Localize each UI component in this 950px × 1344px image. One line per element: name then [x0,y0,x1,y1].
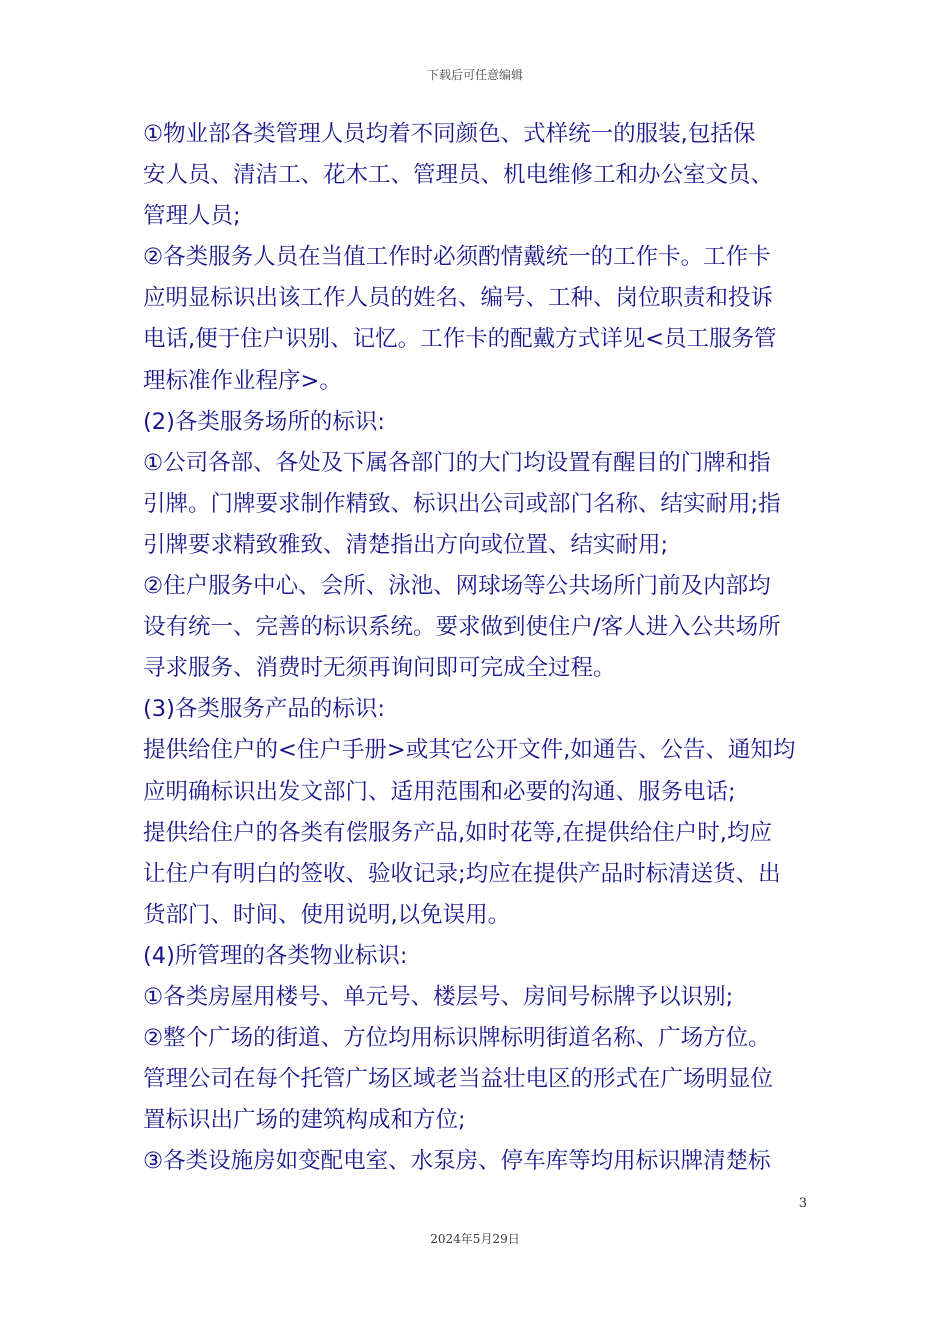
body-line: 寻求服务、消费时无须再询问即可完成全过程。 [143,655,616,682]
body-line: ②整个广场的街道、方位均用标识牌标明街道名称、广场方位。 [143,1025,771,1052]
page-footer-date: 2024年5月29日 [430,1232,520,1246]
body-line: 提供给住户的<住户手册>或其它公开文件,如通告、公告、通知均 [143,737,796,764]
body-line: 提供给住户的各类有偿服务产品,如时花等,在提供给住户时,均应 [143,819,772,846]
body-line: ①公司各部、各处及下属各部门的大门均设置有醒目的门牌和指 [143,449,771,476]
section-heading: (2)各类服务场所的标识: [143,408,385,435]
page-header: 下载后可任意编辑 [426,68,523,82]
document-body [143,114,808,1182]
body-line: 让住户有明白的签收、验收记录;均应在提供产品时标清送货、出 [143,860,781,887]
body-line: 管理公司在每个托管广场区域老当益壮电区的形式在广场明显位 [143,1066,774,1093]
body-line: 设有统一、完善的标识系统。要求做到使住户/客人进入公共场所 [143,614,781,641]
body-line: 引牌。门牌要求制作精致、标识出公司或部门名称、结实耐用;指 [143,490,781,517]
body-line: 理标准作业程序>。 [143,367,342,394]
body-line: 电话,便于住户识别、记忆。工作卡的配戴方式详见<员工服务管 [143,326,777,353]
section-heading: (3)各类服务产品的标识: [143,696,385,723]
page-number: 3 [798,1196,807,1211]
body-line: 管理人员; [143,203,241,230]
body-line: 应明确标识出发文部门、适用范围和必要的沟通、服务电话; [143,778,736,805]
body-line: 安人员、清洁工、花木工、管理员、机电维修工和办公室文员、 [143,162,774,189]
body-line: 引牌要求精致雅致、清楚指出方向或位置、结实耐用; [143,531,669,558]
body-line: 货部门、时间、使用说明,以免误用。 [143,901,511,928]
body-line: 应明显标识出该工作人员的姓名、编号、工种、岗位职责和投诉 [143,285,774,312]
section-heading: (4)所管理的各类物业标识: [143,942,408,969]
body-line: ①物业部各类管理人员均着不同颜色、式样统一的服装,包括保 [143,121,756,147]
body-line: 置标识出广场的建筑构成和方位; [143,1107,466,1134]
body-line: ②各类服务人员在当值工作时必须酌情戴统一的工作卡。工作卡 [143,244,771,271]
body-line: ①各类房屋用楼号、单元号、楼层号、房间号标牌予以识别; [143,983,734,1010]
body-line: ②住户服务中心、会所、泳池、网球场等公共场所门前及内部均 [143,573,771,600]
body-line: ③各类设施房如变配电室、水泵房、停车库等均用标识牌清楚标 [143,1148,771,1175]
